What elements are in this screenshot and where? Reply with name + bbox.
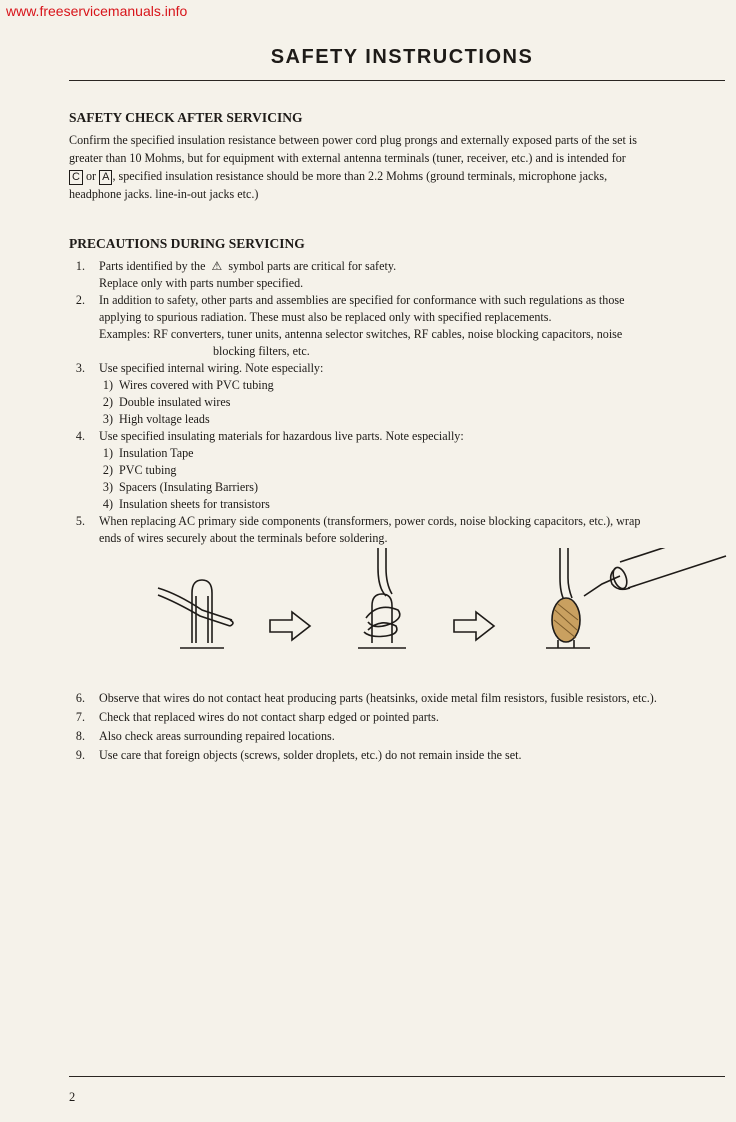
item2-line4: blocking filters, etc. (213, 344, 310, 358)
page-number: 2 (69, 1090, 76, 1104)
safety-check-line-1: Confirm the specified insulation resistance between power cord plug prongs and externally exposed parts of the set is (69, 133, 637, 147)
terminal-step-3 (546, 548, 590, 648)
safety-check-line-4: headphone jacks. line-in-out jacks etc.) (69, 187, 259, 201)
wire-wrapping-figure (150, 548, 730, 658)
precautions-heading: PRECAUTIONS DURING SERVICING (69, 236, 305, 251)
terminal-step-2 (358, 548, 406, 648)
terminal-step-1 (158, 580, 233, 648)
item1-line2: Replace only with parts number specified. (99, 276, 304, 290)
watermark-url[interactable]: www.freeservicemanuals.info (6, 3, 188, 19)
class-c-box: C (69, 170, 83, 185)
page-title: SAFETY INSTRUCTIONS (270, 46, 534, 68)
safety-check-line-2: greater than 10 Mohms, but for equipment with external antenna terminals (tuner, receiver, etc.) and is intended for (69, 151, 626, 165)
or-text: or (85, 169, 97, 183)
warning-triangle-icon: ⚠ (211, 259, 223, 273)
arrow-right-icon (270, 612, 310, 640)
bottom-divider (69, 1076, 725, 1077)
arrow-right-icon (454, 612, 494, 640)
item2-line3: Examples: RF converters, tuner units, antenna selector switches, RF cables, noise blocking capacitors, noise (99, 327, 623, 341)
item5-line2: ends of wires securely about the terminals before soldering. (99, 531, 388, 545)
safety-check-line-3 (69, 168, 607, 185)
safety-check-line-3-text: , specified insulation resistance should be more than 2.2 Mohms (ground terminals, microphone jacks, (112, 169, 608, 183)
soldering-iron-icon (584, 548, 726, 596)
safety-check-heading: SAFETY CHECK AFTER SERVICING (69, 110, 303, 125)
item2-line2: applying to spurious radiation. These must also be replaced only with specified replacements. (99, 310, 552, 324)
top-divider (69, 80, 725, 81)
class-a-box: A (99, 170, 112, 185)
